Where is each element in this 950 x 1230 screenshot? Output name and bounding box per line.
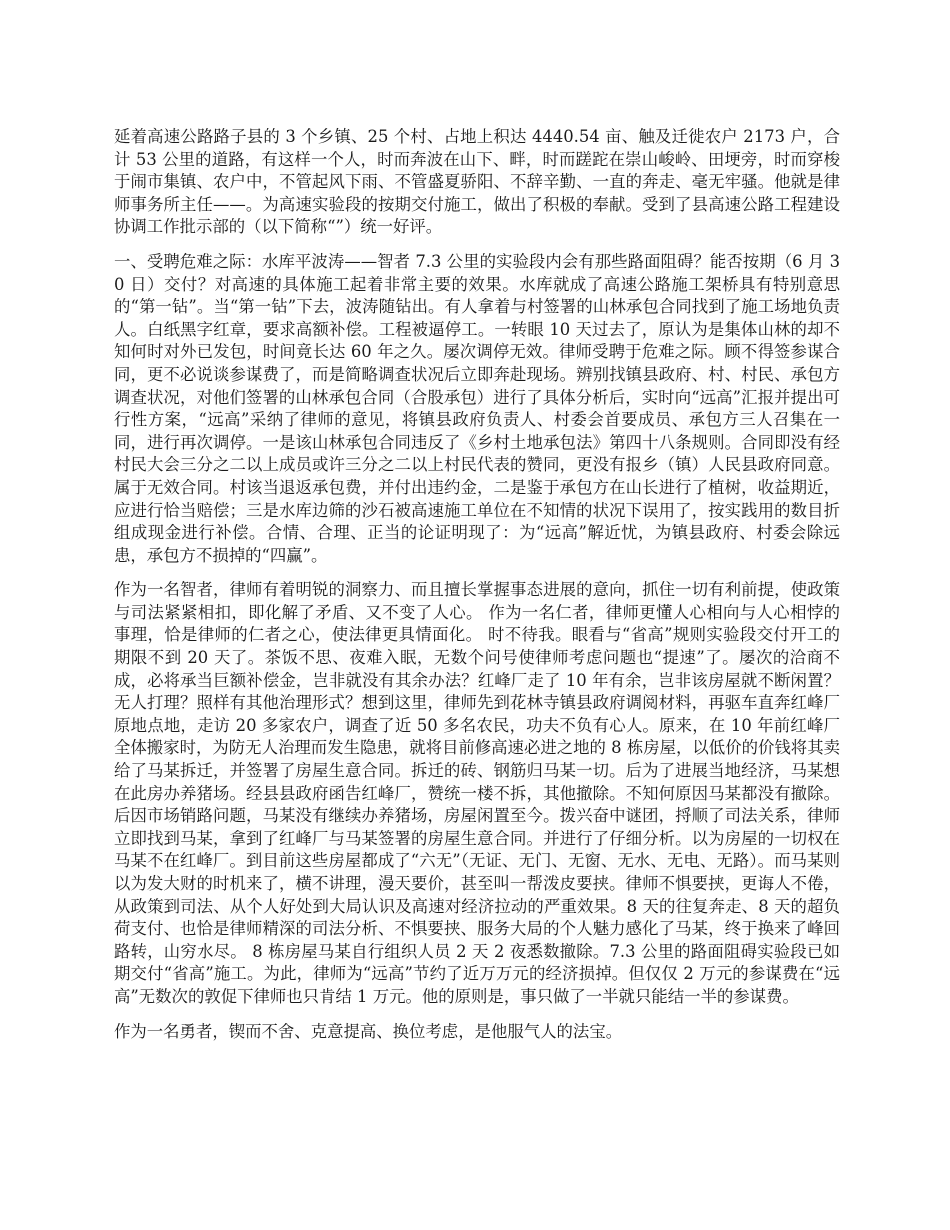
- document-body: [114, 126, 840, 1055]
- paragraph-section-one: 一、受聘危难之际：水库平波涛——智者 7.3 公里的实验段内会有那些路面阻碍？能否按期（6 月 30 日）交付？对高速的具体施工起着非常主要的效果。水库就成了高速公路施工架桥具有特别意思的“第一钻”。当“第一钻”下去，波涛随钻出。有人拿着与村签署的山林承包合同找到了施工场地负责人。白纸黑字红章，要求高额补偿。工程被逼停工。一转眼 10 天过去了，原认为是集体山林的却不知何时对外已发包，时间竟长达 60 年之久。屡次调停无效。律师受聘于危难之际。顾不得签参谋合同，更不必说谈参谋费了，而是简略调查状况后立即奔赴现场。辨别找镇县政府、村、村民、承包方调查状况，对他们签署的山林承包合同（合股承包）进行了具体分析后，实时向“远高”汇报并提出可行性方案，“远高”采纳了律师的意见，将镇县政府负责人、村委会首要成员、承包方三人召集在一同，进行再次调停。一是该山林承包合同违反了《乡村土地承包法》第四十八条规则。合同即没有经村民大会三分之二以上成员或许三分之二以上村民代表的赞同，更没有报乡（镇）人民县政府同意。属于无效合同。村该当退返承包费，并付出违约金，二是鉴于承包方在山长进行了植树，收益期近，应进行恰当赔偿；三是水库边筛的沙石被高速施工单位在不知情的状况下误用了，按实践用的数目折组成现金进行补偿。合情、合理、正当的论证明现了：为“远高”解近忧，为镇县政府、村委会除远患，承包方不损掉的“四赢”。: [114, 251, 840, 565]
- paragraph-wise-benevolent: 作为一名智者，律师有着明锐的洞察力、而且擅长掌握事态进展的意向，抓住一切有利前提，使政策与司法紧紧相扣，即化解了矛盾、又不变了人心。 作为一名仁者，律师更懂人心相向与人心相悖的事理，恰是律师的仁者之心，使法律更具情面化。 时不待我。眼看与“省高”规则实验段交付开工的期限不到 20 天了。茶饭不思、夜难入眠，无数个问号使律师考虑问题也“提速”了。屡次的洽商不成，必将承当巨额补偿金，岂非就没有其余办法？红峰厂走了 10 年有余，岂非该房屋就不断闲置？无人打理？照样有其他治理形式？想到这里，律师先到花林寺镇县政府调阅材料，再驱车直奔红峰厂原地点地，走访 20 多家农户，调查了近 50 多名农民，功夫不负有心人。原来，在 10 年前红峰厂全体搬家时，为防无人治理而发生隐患，就将目前修高速必进之地的 8 栋房屋，以低价的价钱将其卖给了马某拆迁，并签署了房屋生意合同。拆迁的砖、钢筋归马某一切。后为了进展当地经济，马某想在此房办养猪场。经县县政府函告红峰厂，赞统一楼不拆，其他撤除。不知何原因马某都没有撤除。后因市场销路问题，马某没有继续办养猪场，房屋闲置至今。拨兴奋中谜团，捋顺了司法关系，律师立即找到马某，拿到了红峰厂与马某签署的房屋生意合同。并进行了仔细分析。以为房屋的一切权在马某不在红峰厂。到目前这些房屋都成了“六无”（无证、无门、无窗、无水、无电、无路）。而马某则以为发大财的时机来了，横不讲理，漫天要价，甚至叫一帮泼皮要挟。律师不惧要挟，更诲人不倦，从政策到司法、从个人好处到大局认识及高速对经济拉动的严重效果。8 天的往复奔走、8 天的超负荷支付、也恰是律师精深的司法分析、不惧要挟、服务大局的个人魅力感化了马某，终于换来了峰回路转，山穷水尽。 8 栋房屋马某自行组织人员 2 天 2 夜悉数撤除。7.3 公里的路面阻碍实验段已如期交付“省高”施工。为此，律师为“远高”节约了近万万元的经济损掉。但仅仅 2 万元的参谋费在“远高”无数次的敦促下律师也只肯结 1 万元。他的原则是，事只做了一半就只能结一半的参谋费。: [114, 580, 840, 1006]
- paragraph-brave: 作为一名勇者，锲而不舍、克意提高、换位考虑，是他服气人的法宝。: [114, 1021, 623, 1041]
- paragraph-intro: 延着高速公路路子县的 3 个乡镇、25 个村、占地上积达 4440.54 亩、触及迁徙农户 2173 户，合计 53 公里的道路，有这样一个人，时而奔波在山下、畔，时而蹉跎在崇山峻岭、田埂旁，时而穿梭于闹市集镇、农户中，不管起风下雨、不管盛夏骄阳、不辞辛勤、一直的奔走、毫无牢骚。他就是律师事务所主任——。为高速实验段的按期交付施工，做出了积极的奉献。受到了县高速公路工程建设协调工作批示部的（以下简称“”）统一好评。: [114, 127, 840, 237]
